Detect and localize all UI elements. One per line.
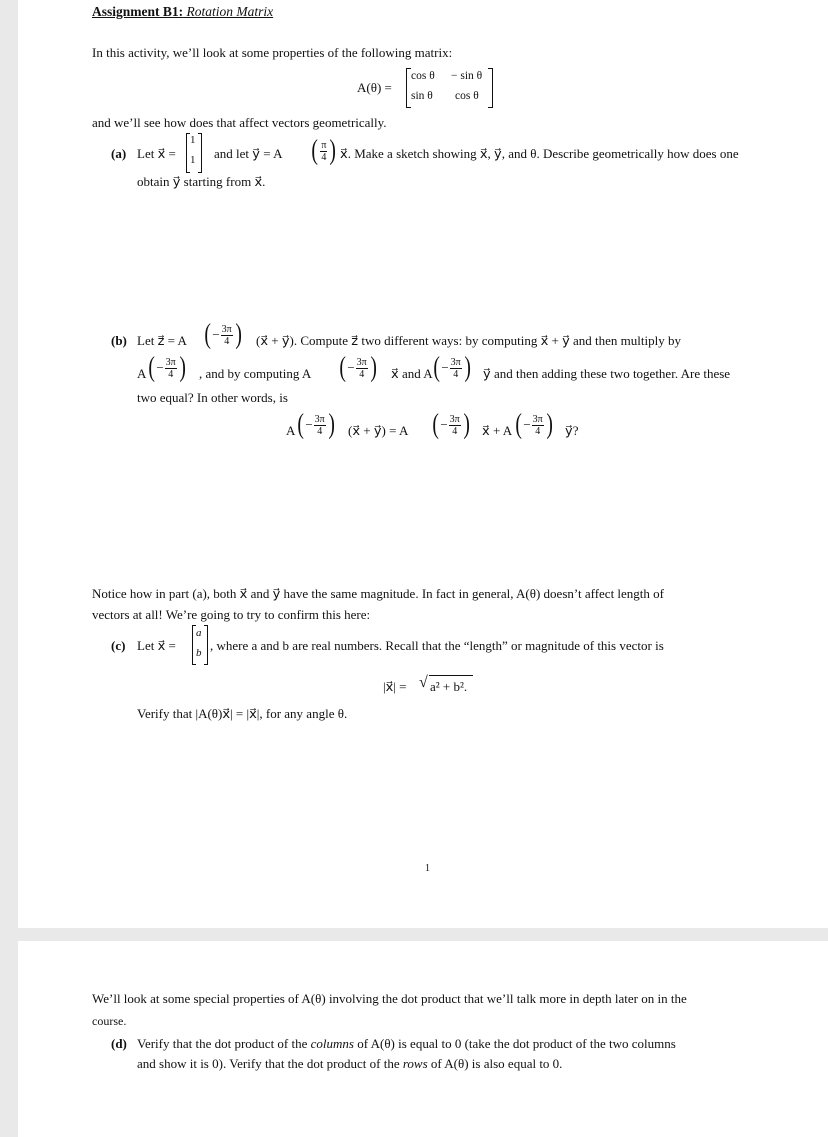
eq-fraction-1: (− $\frac{3\pi}{4}$ ): [297, 409, 335, 440]
part-d-rows: rows: [402, 1056, 428, 1071]
part-d-text: and show it is 0). Verify that the dot product of the: [137, 1056, 400, 1071]
part-c-let: Let x⃗ =: [137, 638, 176, 653]
part-d-text: of A(θ) is equal to 0 (take the dot product of the two columns: [357, 1036, 676, 1051]
length-formula-radicand: a² + b².: [430, 679, 468, 694]
part-b-fraction-3: (− $\frac{3\pi}{4}$ ): [339, 352, 377, 383]
part-b-l2a: A: [137, 366, 147, 381]
vector-b: b: [196, 647, 202, 659]
minus-sign: −: [440, 417, 448, 432]
part-d-line-1: [137, 1036, 676, 1052]
part-a-line-2: obtain y⃗ starting from x⃗.: [137, 174, 266, 189]
part-b-fraction-4: (− $\frac{3\pi}{4}$ ): [433, 352, 471, 383]
matrix-m22: cos θ: [455, 90, 479, 102]
part-c-verify: Verify that |A(θ)x⃗| = |x⃗|, for any angle θ.: [137, 706, 348, 721]
minus-sign: −: [305, 417, 313, 432]
sqrt-bar: [429, 675, 473, 676]
part-d-columns: columns: [310, 1036, 354, 1051]
part-a-mid: and let y⃗ = A: [214, 146, 283, 161]
header-title: Rotation Matrix: [186, 4, 274, 19]
frac-den: 4: [535, 425, 541, 437]
page-2: [18, 941, 828, 1137]
vector-a: a: [196, 627, 202, 639]
part-b-fraction-1: (− $\frac{3\pi}{4}$ ): [204, 319, 242, 350]
frac-num: 3π: [450, 356, 461, 368]
minus-sign: −: [441, 360, 449, 375]
eq-fraction-3: (− $\frac{3\pi}{4}$ ): [515, 409, 553, 440]
part-b-let: Let z⃗ = A: [137, 333, 187, 348]
notice-line-2: vectors at all! We’re going to try to confirm this here:: [92, 607, 371, 622]
frac-den: 4: [359, 368, 365, 380]
part-d-text: of A(θ) is also equal to 0.: [430, 1056, 563, 1071]
part-d-label: (d): [111, 1036, 127, 1051]
frac-num: 3π: [221, 323, 232, 335]
frac-num: π: [321, 139, 327, 151]
vector-x-2: 1: [190, 154, 196, 166]
vector-x-bracket-right: [198, 133, 202, 173]
frac-den: 4: [453, 368, 459, 380]
eq-a: A: [286, 423, 296, 438]
frac-num: 3π: [165, 356, 176, 368]
page-number: 1: [425, 863, 430, 874]
page2-line-2: course.: [92, 1014, 127, 1028]
part-b-l2d: y⃗ and then adding these two together. Are these: [483, 366, 731, 381]
part-c-rest: , where a and b are real numbers. Recall that the “length” or magnitude of this vector is: [210, 638, 664, 653]
intro-line-2: and we’ll see how does that affect vectors geometrically.: [92, 115, 387, 130]
part-a-fraction: ( $\frac{\pi}{4}$ ): [311, 135, 337, 166]
frac-den: 4: [168, 368, 174, 380]
frac-num: 3π: [449, 413, 460, 425]
part-a-rest: x⃗. Make a sketch showing x⃗, y⃗, and θ. Describe geometrically how does one: [340, 146, 739, 161]
frac-num: 3π: [356, 356, 367, 368]
matrix-m21: sin θ: [411, 90, 433, 102]
page2-line-1: We’ll look at some special properties of A(θ) involving the dot product that we’ll talk more in depth later on in the: [92, 991, 687, 1006]
frac-num: 3π: [532, 413, 543, 425]
frac-den: 4: [317, 425, 323, 437]
header-label: Assignment B1:: [92, 4, 184, 19]
eq-b: (x⃗ + y⃗) = A: [348, 423, 409, 438]
frac-den: 4: [224, 335, 230, 347]
eq-d: y⃗?: [565, 423, 579, 438]
part-b-label: (b): [111, 333, 127, 348]
part-b-fraction-2: (− $\frac{3\pi}{4}$ ): [148, 352, 186, 383]
minus-sign: −: [212, 327, 220, 342]
matrix-bracket-right: [488, 68, 493, 108]
matrix-m12: − sin θ: [451, 70, 483, 82]
notice-line-1: Notice how in part (a), both x⃗ and y⃗ have the same magnitude. In fact in general, A(θ) doesn’t affect length of: [92, 586, 664, 601]
part-b-l2b: , and by computing A: [199, 366, 312, 381]
minus-sign: −: [156, 360, 164, 375]
vector-x-1: 1: [190, 134, 196, 146]
part-d-text: Verify that the dot product of the: [137, 1036, 308, 1051]
eq-c: x⃗ + A: [482, 423, 513, 438]
part-c-label: (c): [111, 638, 126, 653]
frac-num: 3π: [314, 413, 325, 425]
matrix-m11: cos θ: [411, 70, 435, 82]
sqrt-icon: √: [419, 674, 428, 691]
minus-sign: −: [523, 417, 531, 432]
page-1: [18, 0, 828, 928]
minus-sign: −: [347, 360, 355, 375]
assignment-header: [92, 4, 273, 20]
frac-den: 4: [321, 151, 327, 163]
vector-ab-bracket-right: [204, 625, 208, 665]
part-a-label: (a): [111, 146, 127, 161]
eq-fraction-2: (− $\frac{3\pi}{4}$ ): [432, 409, 470, 440]
part-b-line-3: two equal? In other words, is: [137, 390, 288, 405]
intro-line: In this activity, we’ll look at some properties of the following matrix:: [92, 45, 453, 60]
frac-den: 4: [452, 425, 458, 437]
part-d-line-2: [137, 1056, 562, 1072]
length-formula-lhs: |x⃗| =: [383, 679, 407, 694]
part-b-l2c: x⃗ and A: [391, 366, 433, 381]
part-b-line-1: (x⃗ + y⃗). Compute z⃗ two different ways: by computing x⃗ + y⃗ and then multiply by: [256, 333, 681, 348]
part-a-let: Let x⃗ =: [137, 146, 176, 161]
matrix-lhs: A(θ) =: [357, 80, 392, 95]
